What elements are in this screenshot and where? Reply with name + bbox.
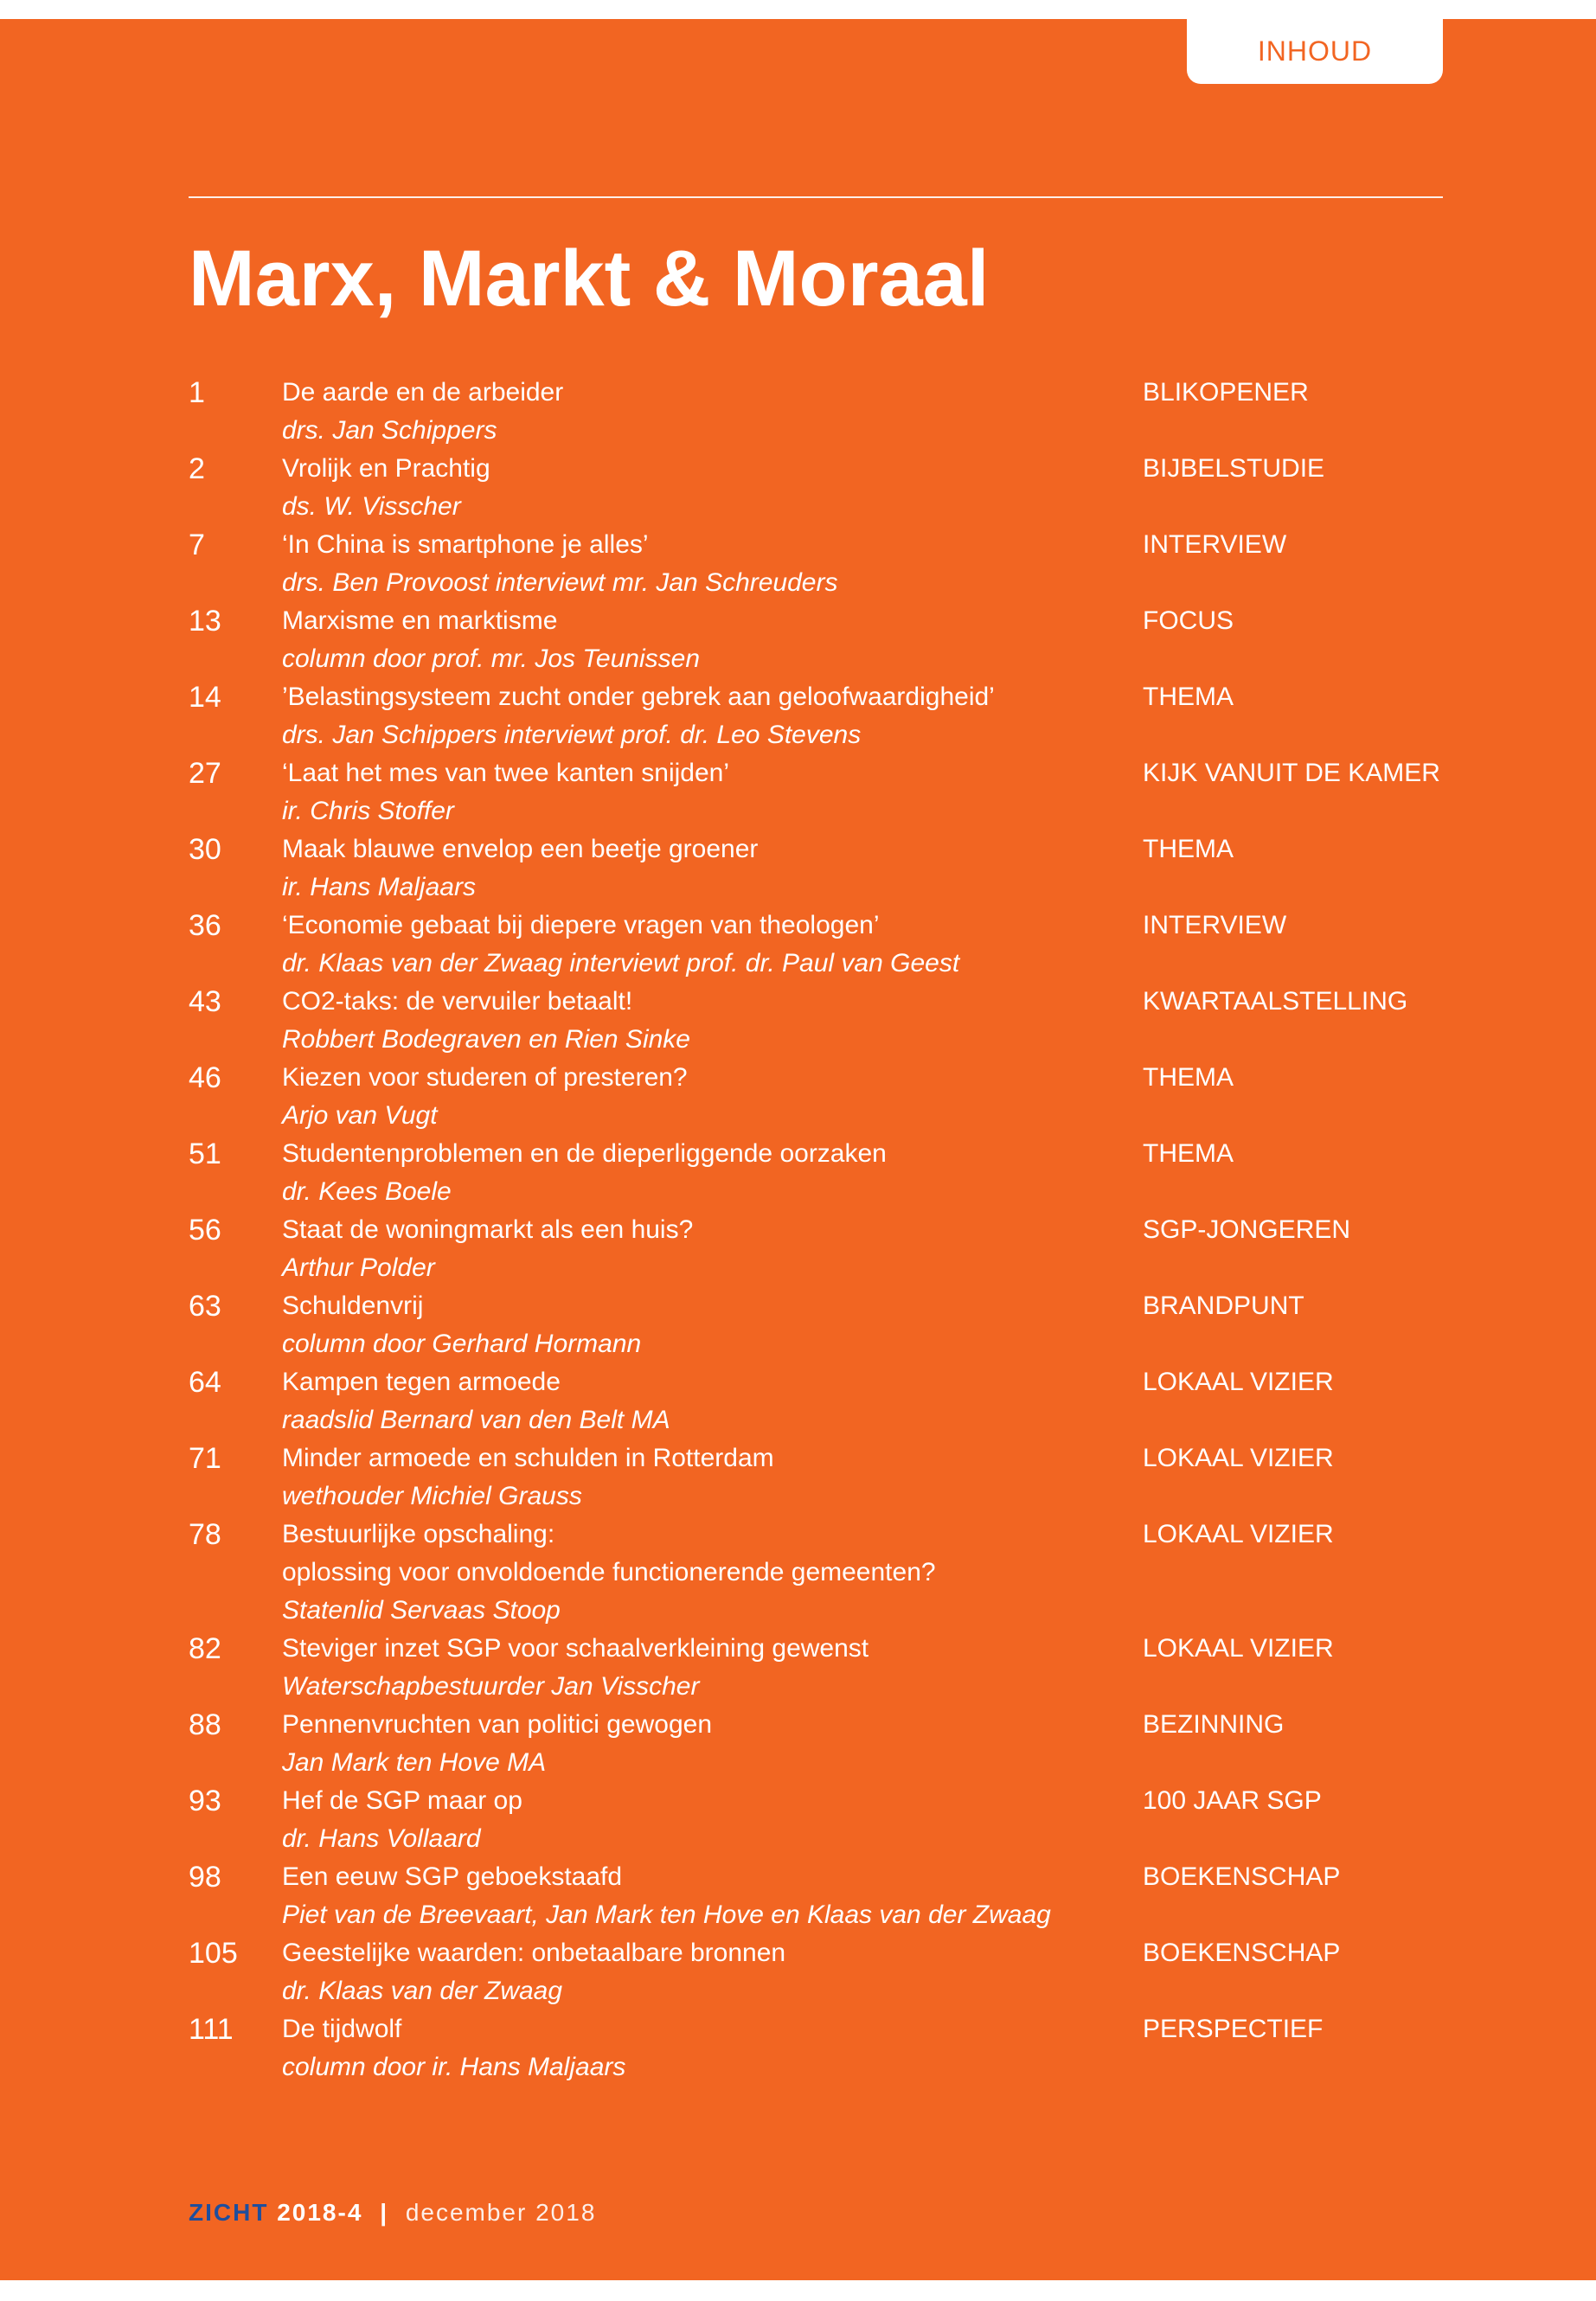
toc-line — [189, 640, 1452, 678]
toc-page-number: 27 — [189, 757, 221, 790]
toc-line — [189, 2010, 1452, 2048]
toc-entry — [189, 678, 1452, 754]
table-of-contents — [189, 374, 1452, 2086]
toc-title: CO2-taks: de vervuiler betaalt! — [282, 987, 633, 1016]
toc-author: column door Gerhard Hormann — [282, 1330, 642, 1358]
toc-line — [189, 1516, 1452, 1554]
toc-page-number: 2 — [189, 452, 205, 485]
toc-entry — [189, 1934, 1452, 2010]
toc-entry — [189, 1439, 1452, 1516]
toc-category: LOKAAL VIZIER — [1143, 1444, 1334, 1472]
header-divider — [189, 196, 1443, 198]
toc-category: THEMA — [1143, 683, 1234, 711]
toc-category: THEMA — [1143, 1139, 1234, 1168]
toc-page-number: 88 — [189, 1708, 221, 1741]
toc-page-number: 98 — [189, 1861, 221, 1894]
toc-author: dr. Klaas van der Zwaag interviewt prof. dr. Paul van Geest — [282, 949, 960, 977]
toc-title: Kampen tegen armoede — [282, 1368, 561, 1396]
toc-title: Vrolijk en Prachtig — [282, 454, 490, 483]
toc-line — [189, 716, 1452, 754]
toc-line — [189, 945, 1452, 983]
toc-entry — [189, 1211, 1452, 1287]
footer-brand: ZICHT — [189, 2199, 269, 2226]
toc-title: ’Belastingsysteem zucht onder gebrek aan geloofwaardigheid’ — [282, 683, 995, 711]
toc-title: Steviger inzet SGP voor schaalverkleining gewenst — [282, 1634, 869, 1663]
toc-page-number: 64 — [189, 1366, 221, 1399]
toc-category: SGP-JONGEREN — [1143, 1215, 1351, 1244]
toc-line — [189, 412, 1452, 450]
toc-line — [189, 830, 1452, 868]
toc-title: Staat de woningmarkt als een huis? — [282, 1215, 694, 1244]
toc-author: wethouder Michiel Grauss — [282, 1482, 582, 1510]
toc-entry — [189, 1516, 1452, 1630]
toc-title: Geestelijke waarden: onbetaalbare bronnen — [282, 1939, 786, 1967]
toc-category: BOEKENSCHAP — [1143, 1862, 1341, 1891]
toc-author: column door ir. Hans Maljaars — [282, 2053, 626, 2081]
toc-line — [189, 754, 1452, 792]
toc-title: Minder armoede en schulden in Rotterdam — [282, 1444, 774, 1472]
toc-line — [189, 564, 1452, 602]
toc-entry — [189, 602, 1452, 678]
toc-page-number: 7 — [189, 529, 205, 561]
toc-line — [189, 526, 1452, 564]
toc-category: BIJBELSTUDIE — [1143, 454, 1325, 483]
toc-line — [189, 1211, 1452, 1249]
toc-title: Studentenproblemen en de dieperliggende oorzaken — [282, 1139, 887, 1168]
toc-title: Schuldenvrij — [282, 1292, 424, 1320]
toc-page-number: 14 — [189, 681, 221, 714]
toc-line — [189, 1630, 1452, 1668]
toc-category: FOCUS — [1143, 606, 1234, 635]
toc-line — [189, 1401, 1452, 1439]
toc-entry — [189, 374, 1452, 450]
toc-entry — [189, 1135, 1452, 1211]
toc-author: dr. Kees Boele — [282, 1177, 452, 1206]
section-tab-label: INHOUD — [1257, 35, 1373, 67]
footer — [189, 2195, 596, 2230]
toc-page-number: 51 — [189, 1138, 221, 1170]
toc-page-number: 105 — [189, 1937, 238, 1970]
toc-author: Arjo van Vugt — [282, 1101, 438, 1130]
toc-author: Arthur Polder — [282, 1253, 435, 1282]
toc-page-number: 1 — [189, 376, 205, 409]
toc-line — [189, 1934, 1452, 1972]
toc-category: LOKAAL VIZIER — [1143, 1368, 1334, 1396]
toc-page-number: 13 — [189, 605, 221, 638]
toc-author: Piet van de Breevaart, Jan Mark ten Hove en Klaas van der Zwaag — [282, 1900, 1051, 1929]
toc-category: PERSPECTIEF — [1143, 2015, 1324, 2043]
toc-entry — [189, 830, 1452, 907]
toc-page-number: 46 — [189, 1061, 221, 1094]
toc-author: drs. Jan Schippers — [282, 416, 497, 445]
page-background — [0, 19, 1596, 2280]
toc-line — [189, 792, 1452, 830]
toc-entry — [189, 1858, 1452, 1934]
toc-category: KIJK VANUIT DE KAMER — [1143, 759, 1440, 787]
toc-author: ir. Chris Stoffer — [282, 797, 454, 825]
toc-line — [189, 868, 1452, 907]
footer-issue: 2018-4 — [277, 2199, 363, 2226]
toc-page-number: 63 — [189, 1290, 221, 1323]
toc-category: LOKAAL VIZIER — [1143, 1520, 1334, 1548]
toc-line — [189, 1439, 1452, 1477]
toc-page-number: 56 — [189, 1214, 221, 1247]
toc-line — [189, 1782, 1452, 1820]
toc-page-number: 111 — [189, 2013, 234, 2046]
toc-line — [189, 1325, 1452, 1363]
toc-category: LOKAAL VIZIER — [1143, 1634, 1334, 1663]
toc-author: Statenlid Servaas Stoop — [282, 1596, 561, 1625]
toc-category: THEMA — [1143, 835, 1234, 863]
toc-title: De tijdwolf — [282, 2015, 402, 2043]
toc-line — [189, 1059, 1452, 1097]
footer-separator: | — [380, 2199, 389, 2226]
toc-line — [189, 602, 1452, 640]
toc-page-number: 71 — [189, 1442, 221, 1475]
toc-line — [189, 1173, 1452, 1211]
toc-line — [189, 1554, 1452, 1592]
toc-title-continued: oplossing voor onvoldoende functionerende gemeenten? — [282, 1558, 936, 1586]
toc-line — [189, 1972, 1452, 2010]
toc-author: dr. Hans Vollaard — [282, 1824, 481, 1853]
toc-line — [189, 1477, 1452, 1516]
toc-entry — [189, 1287, 1452, 1363]
toc-title: Kiezen voor studeren of presteren? — [282, 1063, 688, 1092]
toc-title: ‘Laat het mes van twee kanten snijden’ — [282, 759, 729, 787]
toc-page-number: 30 — [189, 833, 221, 866]
toc-line — [189, 488, 1452, 526]
toc-category: BOEKENSCHAP — [1143, 1939, 1341, 1967]
toc-title: Hef de SGP maar op — [282, 1786, 522, 1815]
toc-title: Maak blauwe envelop een beetje groener — [282, 835, 759, 863]
toc-entry — [189, 1363, 1452, 1439]
toc-title: Pennenvruchten van politici gewogen — [282, 1710, 713, 1739]
toc-title: De aarde en de arbeider — [282, 378, 564, 407]
toc-entry — [189, 907, 1452, 983]
toc-category: THEMA — [1143, 1063, 1234, 1092]
toc-title: ‘In China is smartphone je alles’ — [282, 530, 649, 559]
section-tab — [1187, 19, 1443, 84]
toc-title: ‘Economie gebaat bij diepere vragen van theologen’ — [282, 911, 880, 939]
toc-category: KWARTAALSTELLING — [1143, 987, 1408, 1016]
toc-line — [189, 1021, 1452, 1059]
toc-entry — [189, 1782, 1452, 1858]
toc-line — [189, 1744, 1452, 1782]
toc-author: raadslid Bernard van den Belt MA — [282, 1406, 670, 1434]
footer-date: december 2018 — [405, 2199, 597, 2226]
toc-entry — [189, 1706, 1452, 1782]
toc-line — [189, 1858, 1452, 1896]
toc-entry — [189, 754, 1452, 830]
toc-page-number: 36 — [189, 909, 221, 942]
toc-line — [189, 1249, 1452, 1287]
toc-line — [189, 983, 1452, 1021]
toc-author: drs. Ben Provoost interviewt mr. Jan Schreuders — [282, 568, 838, 597]
toc-author: ir. Hans Maljaars — [282, 873, 476, 901]
toc-author: Jan Mark ten Hove MA — [282, 1748, 547, 1777]
toc-page-number: 78 — [189, 1518, 221, 1551]
toc-title: Een eeuw SGP geboekstaafd — [282, 1862, 623, 1891]
toc-line — [189, 678, 1452, 716]
toc-line — [189, 1896, 1452, 1934]
toc-entry — [189, 1059, 1452, 1135]
toc-line — [189, 374, 1452, 412]
toc-line — [189, 1287, 1452, 1325]
toc-line — [189, 1706, 1452, 1744]
toc-author: dr. Klaas van der Zwaag — [282, 1977, 563, 2005]
toc-entry — [189, 1630, 1452, 1706]
toc-title: Bestuurlijke opschaling: — [282, 1520, 555, 1548]
toc-page-number: 82 — [189, 1632, 221, 1665]
toc-title: Marxisme en marktisme — [282, 606, 558, 635]
toc-line — [189, 1363, 1452, 1401]
toc-entry — [189, 983, 1452, 1059]
toc-line — [189, 1820, 1452, 1858]
toc-page-number: 93 — [189, 1785, 221, 1817]
toc-line — [189, 2048, 1452, 2086]
page-title: Marx, Markt & Moraal — [189, 234, 990, 323]
toc-line — [189, 1592, 1452, 1630]
toc-entry — [189, 2010, 1452, 2086]
toc-category: INTERVIEW — [1143, 530, 1287, 559]
toc-line — [189, 450, 1452, 488]
toc-category: BEZINNING — [1143, 1710, 1285, 1739]
toc-page-number: 43 — [189, 985, 221, 1018]
toc-author: Robbert Bodegraven en Rien Sinke — [282, 1025, 690, 1054]
toc-line — [189, 907, 1452, 945]
toc-entry — [189, 526, 1452, 602]
toc-author: ds. W. Visscher — [282, 492, 461, 521]
toc-line — [189, 1668, 1452, 1706]
toc-author: drs. Jan Schippers interviewt prof. dr. Leo Stevens — [282, 721, 862, 749]
toc-entry — [189, 450, 1452, 526]
toc-category: BLIKOPENER — [1143, 378, 1309, 407]
toc-category: INTERVIEW — [1143, 911, 1287, 939]
toc-line — [189, 1135, 1452, 1173]
toc-author: Waterschapbestuurder Jan Visscher — [282, 1672, 700, 1701]
toc-category: 100 JAAR SGP — [1143, 1786, 1322, 1815]
toc-author: column door prof. mr. Jos Teunissen — [282, 644, 701, 673]
toc-category: BRANDPUNT — [1143, 1292, 1304, 1320]
toc-line — [189, 1097, 1452, 1135]
